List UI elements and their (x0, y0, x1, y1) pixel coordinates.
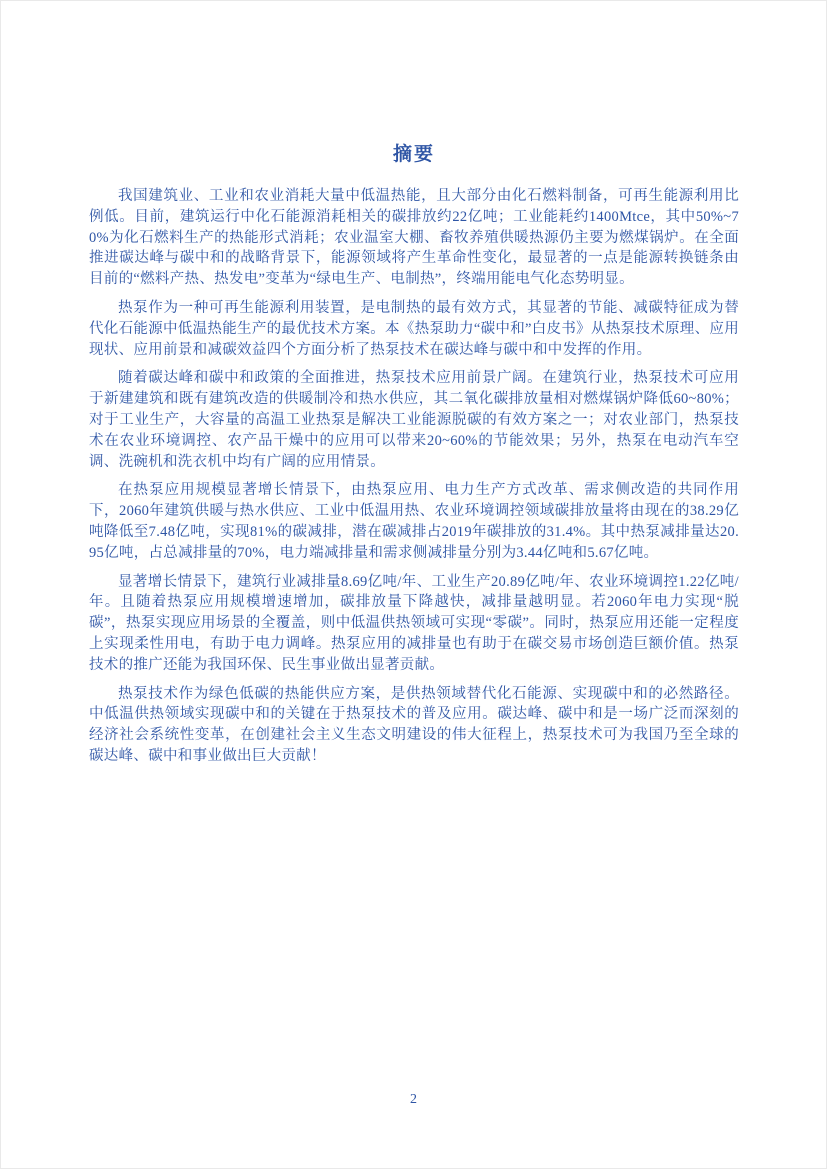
paragraph-2: 热泵作为一种可再生能源利用装置，是电制热的最有效方式，其显著的节能、减碳特征成为替代化石能源中低温热能生产的最优技术方案。本《热泵助力“碳中和”白皮书》从热泵技术原理、应用现状、应用前景和减碳效益四个方面分析了热泵技术在碳达峰与碳中和中发挥的作用。 (89, 299, 739, 358)
page-title: 摘要 (392, 144, 435, 165)
paragraph-5: 显著增长情景下，建筑行业减排量8.69亿吨/年、工业生产20.89亿吨/年、农业环境调控1.22亿吨/年。且随着热泵应用规模增速增加，碳排放量下降越快，减排量越明显。若2060年电力实现“脱碳”，热泵实现应用场景的全覆盖，则中低温供热领域可实现“零碳”。同时，热泵应用还能一定程度上实现柔性用电，有助于电力调峰。热泵应用的减排量也有助于在碳交易市场创造巨额价值。热泵技术的推广还能为我国环保、民生事业做出显著贡献。 (89, 573, 739, 673)
paragraph-3: 随着碳达峰和碳中和政策的全面推进，热泵技术应用前景广阔。在建筑行业，热泵技术可应用于新建建筑和既有建筑改造的供暖制冷和热水供应，其二氧化碳排放量相对燃煤锅炉降低60~80%；对于工业生产，大容量的高温工业热泵是解决工业能源脱碳的有效方案之一；对农业部门，热泵技术在农业环境调控、农产品干燥中的应用可以带来20~60%的节能效果；另外，热泵在电动汽车空调、洗碗机和洗衣机中均有广阔的应用情景。 (89, 370, 739, 470)
paragraph-1: 我国建筑业、工业和农业消耗大量中低温热能，且大部分由化石燃料制备，可再生能源利用比例低。目前，建筑运行中化石能源消耗相关的碳排放约22亿吨；工业能耗约1400Mtce，其中50%~70%为化石燃料生产的热能形式消耗；农业温室大棚、畜牧养殖供暖热源仍主要为燃煤锅炉。在全面推进碳达峰与碳中和的战略背景下，能源领域将产生革命性变化，最显著的一点是能源转换链条由目前的“燃料产热、热发电”变革为“绿电生产、电制热”，终端用能电气化态势明显。 (89, 188, 739, 288)
abstract-content (89, 186, 739, 767)
paragraph-6: 热泵技术作为绿色低碳的热能供应方案，是供热领域替代化石能源、实现碳中和的必然路径。中低温供热领域实现碳中和的关键在于热泵技术的普及应用。碳达峰、碳中和是一场广泛而深刻的经济社会系统性变革，在创建社会主义生态文明建设的伟大征程上，热泵技术可为我国乃至全球的碳达峰、碳中和事业做出巨大贡献！ (89, 685, 739, 764)
paragraph-4: 在热泵应用规模显著增长情景下，由热泵应用、电力生产方式改革、需求侧改造的共同作用下，2060年建筑供暖与热水供应、工业中低温用热、农业环境调控领域碳排放量将由现在的38.29亿吨降低至7.48亿吨，实现81%的碳减排，潜在碳减排占2019年碳排放的31.4%。其中热泵减排量达20.95亿吨，占总减排量的70%，电力端减排量和需求侧减排量分别为3.44亿吨和5.67亿吨。 (89, 482, 739, 561)
page-number: 2 (410, 1092, 417, 1107)
